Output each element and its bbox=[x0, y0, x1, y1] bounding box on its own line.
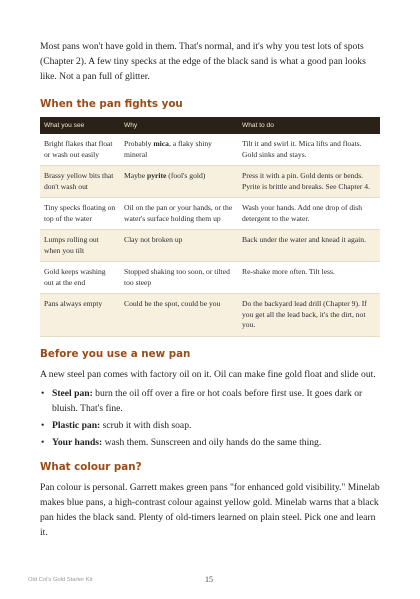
bullet-icon: • bbox=[41, 436, 45, 448]
cell-why: Stopped shaking too soon, or tilted too steep bbox=[120, 262, 238, 294]
list-item: • Plastic pan: scrub it with dish soap. bbox=[41, 419, 192, 431]
new-pan-list bbox=[40, 386, 380, 450]
pan-colour-paragraph: Pan colour is personal. Garrett makes green pans "for enhanced gold visibility." Minelab makes blue pans, a high-contrast colour against yellow gold. Minelab warns that a black pan hides the black sand. Plenty of old-timers learned on plain steel. Pick one and learn it. bbox=[40, 481, 380, 538]
list-item: • Steel pan: burn the oil off over a fire or hot coals before first use. It goes dark or bluish. That's fine. bbox=[41, 387, 363, 414]
cell-see: Gold keeps washing out at the end bbox=[40, 262, 120, 294]
column-header-what-you-see: What you see bbox=[40, 117, 120, 134]
section-heading-new-pan: Before you use a new pan bbox=[40, 347, 191, 360]
table-row bbox=[40, 198, 380, 230]
intro-paragraph: Most pans won't have gold in them. That's normal, and it's why you test lots of spots (Chapter 2). A few tiny specks at the edge of the black sand is what a good pan looks like. Not a pan full of glitter. bbox=[40, 41, 366, 82]
cell-why: Oil on the pan or your hands, or the water's surface holding them up bbox=[120, 198, 238, 230]
bullet-icon: • bbox=[41, 387, 45, 399]
cell-do: Do the backyard lead drill (Chapter 9). If you get all the lead back, it's the dirt, not you. bbox=[238, 294, 380, 337]
cell-why: Clay not broken up bbox=[120, 230, 238, 262]
cell-do: Re-shake more often. Tilt less. bbox=[238, 262, 380, 294]
cell-why: Could be the spot, could be you bbox=[120, 294, 238, 337]
cell-why: Maybe pyrite (fool's gold) bbox=[120, 166, 238, 198]
column-header-why: Why bbox=[120, 117, 238, 134]
cell-see: Tiny specks floating on top of the water bbox=[40, 198, 120, 230]
page-content bbox=[40, 39, 380, 540]
cell-do: Tilt it and swirl it. Mica lifts and floats. Gold sinks and stays. bbox=[238, 134, 380, 166]
section-heading-pan-fights: When the pan fights you bbox=[40, 98, 183, 110]
table-header-row bbox=[40, 117, 380, 134]
cell-see: Bright flakes that float or wash out easily bbox=[40, 134, 120, 166]
footer-book-title: Old Col's Gold Starter Kit bbox=[28, 577, 93, 583]
table-row bbox=[40, 262, 380, 294]
cell-do: Wash your hands. Add one drop of dish detergent to the water. bbox=[238, 198, 380, 230]
new-pan-intro: A new steel pan comes with factory oil on it. Oil can make fine gold float and slide out. bbox=[40, 368, 376, 380]
table-row bbox=[40, 230, 380, 262]
cell-do: Press it with a pin. Gold dents or bends. Pyrite is brittle and breaks. See Chapter 4. bbox=[238, 166, 380, 198]
bullet-icon: • bbox=[41, 419, 45, 431]
cell-see: Pans always empty bbox=[40, 294, 120, 337]
table-row bbox=[40, 134, 380, 166]
cell-see: Brassy yellow bits that don't wash out bbox=[40, 166, 120, 198]
section-heading-pan-colour: What colour pan? bbox=[40, 460, 142, 473]
table-row bbox=[40, 166, 380, 198]
cell-why: Probably mica, a flaky shiny mineral bbox=[120, 134, 238, 166]
cell-do: Back under the water and knead it again. bbox=[238, 230, 380, 262]
troubleshooting-table bbox=[40, 117, 380, 337]
column-header-what-to-do: What to do bbox=[238, 117, 380, 134]
page-number: 15 bbox=[205, 575, 213, 584]
list-item: • Your hands: wash them. Sunscreen and oily hands do the same thing. bbox=[41, 436, 322, 448]
table-row bbox=[40, 294, 380, 337]
cell-see: Lumps rolling out when you tilt bbox=[40, 230, 120, 262]
